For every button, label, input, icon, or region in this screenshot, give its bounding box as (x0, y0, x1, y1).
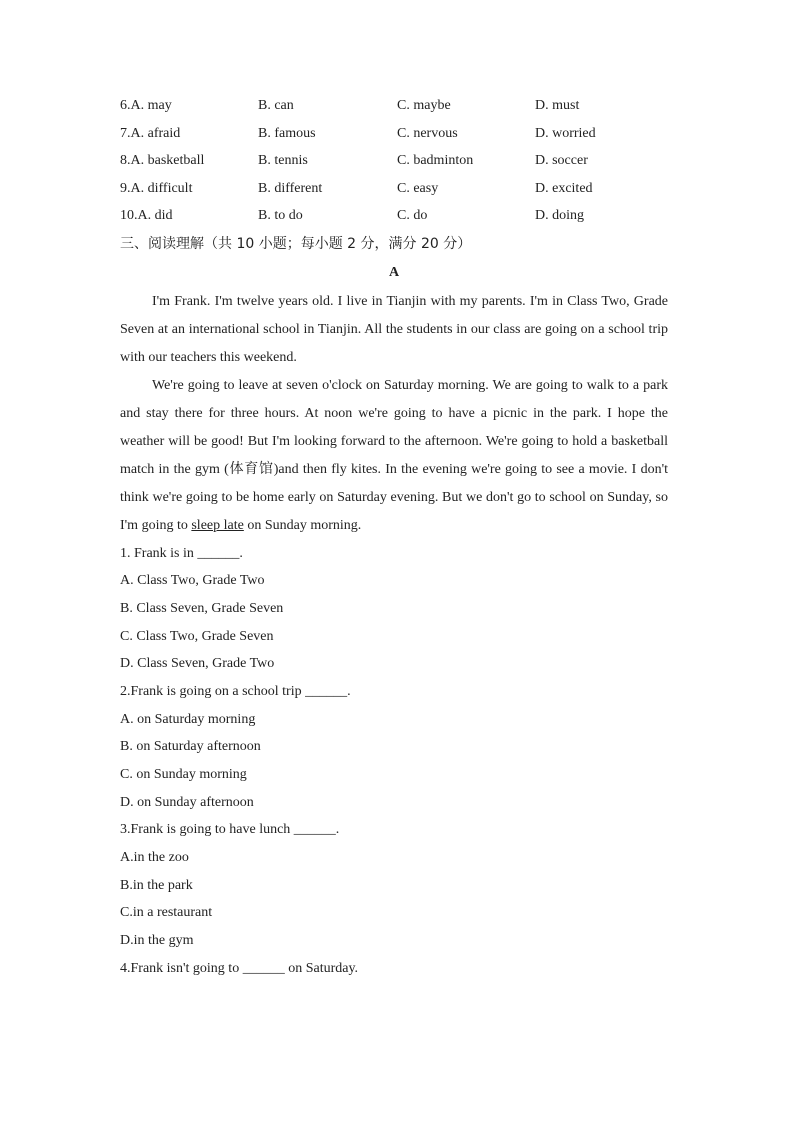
answer-choice: D. Class Seven, Grade Two (120, 656, 275, 672)
option-c: C. maybe (397, 98, 451, 113)
option-d: D. soccer (535, 153, 588, 168)
paragraph-text: on Sunday morning. (243, 517, 362, 533)
answer-choice: D.in the gym (120, 933, 194, 949)
answer-choice: C.in a restaurant (120, 905, 213, 921)
option-a: 9.A. difficult (120, 180, 193, 196)
answer-choice: A. Class Two, Grade Two (120, 573, 265, 589)
passage-paragraph-2 (120, 372, 668, 540)
passage-paragraph-1: I'm Frank. I'm twelve years old. I live in Tianjin with my parents. I'm in Class Two, Grade Seven at an international school in Tianjin. All the students in our class are going on a school trip with our teachers this weekend. (120, 293, 668, 365)
option-b: B. famous (258, 125, 316, 141)
option-c: C. do (397, 208, 428, 223)
question-4 (120, 955, 668, 983)
option-a: 6.A. may (120, 98, 172, 113)
option-row (120, 120, 668, 148)
question-stem: 2.Frank is going on a school trip ______. (120, 683, 351, 699)
page-content (120, 92, 668, 983)
underlined-phrase: sleep late (191, 517, 244, 533)
answer-choice: A. on Saturday morning (120, 711, 256, 727)
question-1 (120, 540, 668, 678)
question-3 (120, 816, 668, 954)
option-row (120, 175, 668, 203)
option-c: C. easy (397, 180, 439, 196)
option-c: C. nervous (397, 125, 458, 141)
option-d: D. must (535, 98, 580, 113)
answer-choice: C. Class Two, Grade Seven (120, 628, 274, 644)
option-d: D. excited (535, 180, 593, 196)
option-c: C. badminton (397, 153, 474, 168)
cloze-options (120, 92, 668, 230)
answer-choice: B. Class Seven, Grade Seven (120, 600, 284, 616)
question-stem: 3.Frank is going to have lunch ______. (120, 822, 340, 838)
option-d: D. doing (535, 208, 584, 223)
question-stem: 1. Frank is in ______. (120, 545, 243, 561)
passage-title: A (388, 264, 400, 280)
option-a: 8.A. basketball (120, 153, 205, 168)
option-row (120, 92, 668, 120)
option-row (120, 147, 668, 175)
answer-choice: B. on Saturday afternoon (120, 739, 261, 755)
option-row (120, 202, 668, 230)
answer-choice: D. on Sunday afternoon (120, 794, 254, 810)
option-b: B. can (258, 98, 294, 113)
paragraph-text: We're going to leave at seven o'clock on Saturday morning. We are going to walk to a park and stay there for three hours. At noon we're going to have a picnic in the park. I hope the weather will be good! But I'm looking forward to the afternoon. We're going to hold a basketball match in the gym (体育馆)and then fly kites. In the evening we're going to see a movie. I don't think we're going to be home early on Saturday evening. But we don't go to school on Sunday, so I'm going to (120, 377, 668, 533)
question-2 (120, 678, 668, 816)
option-d: D. worried (535, 125, 596, 141)
option-b: B. tennis (258, 153, 308, 168)
answer-choice: C. on Sunday morning (120, 767, 247, 782)
option-b: B. different (258, 180, 323, 196)
answer-choice: B.in the park (120, 877, 193, 893)
option-b: B. to do (258, 208, 303, 223)
section-title: 三、阅读理解（共 10 小题；每小题 2 分，满分 20 分） (120, 235, 472, 252)
question-stem: 4.Frank isn't going to ______ on Saturday. (120, 960, 359, 976)
answer-choice: A.in the zoo (120, 850, 189, 866)
option-a: 7.A. afraid (120, 125, 181, 141)
option-a: 10.A. did (120, 208, 173, 223)
